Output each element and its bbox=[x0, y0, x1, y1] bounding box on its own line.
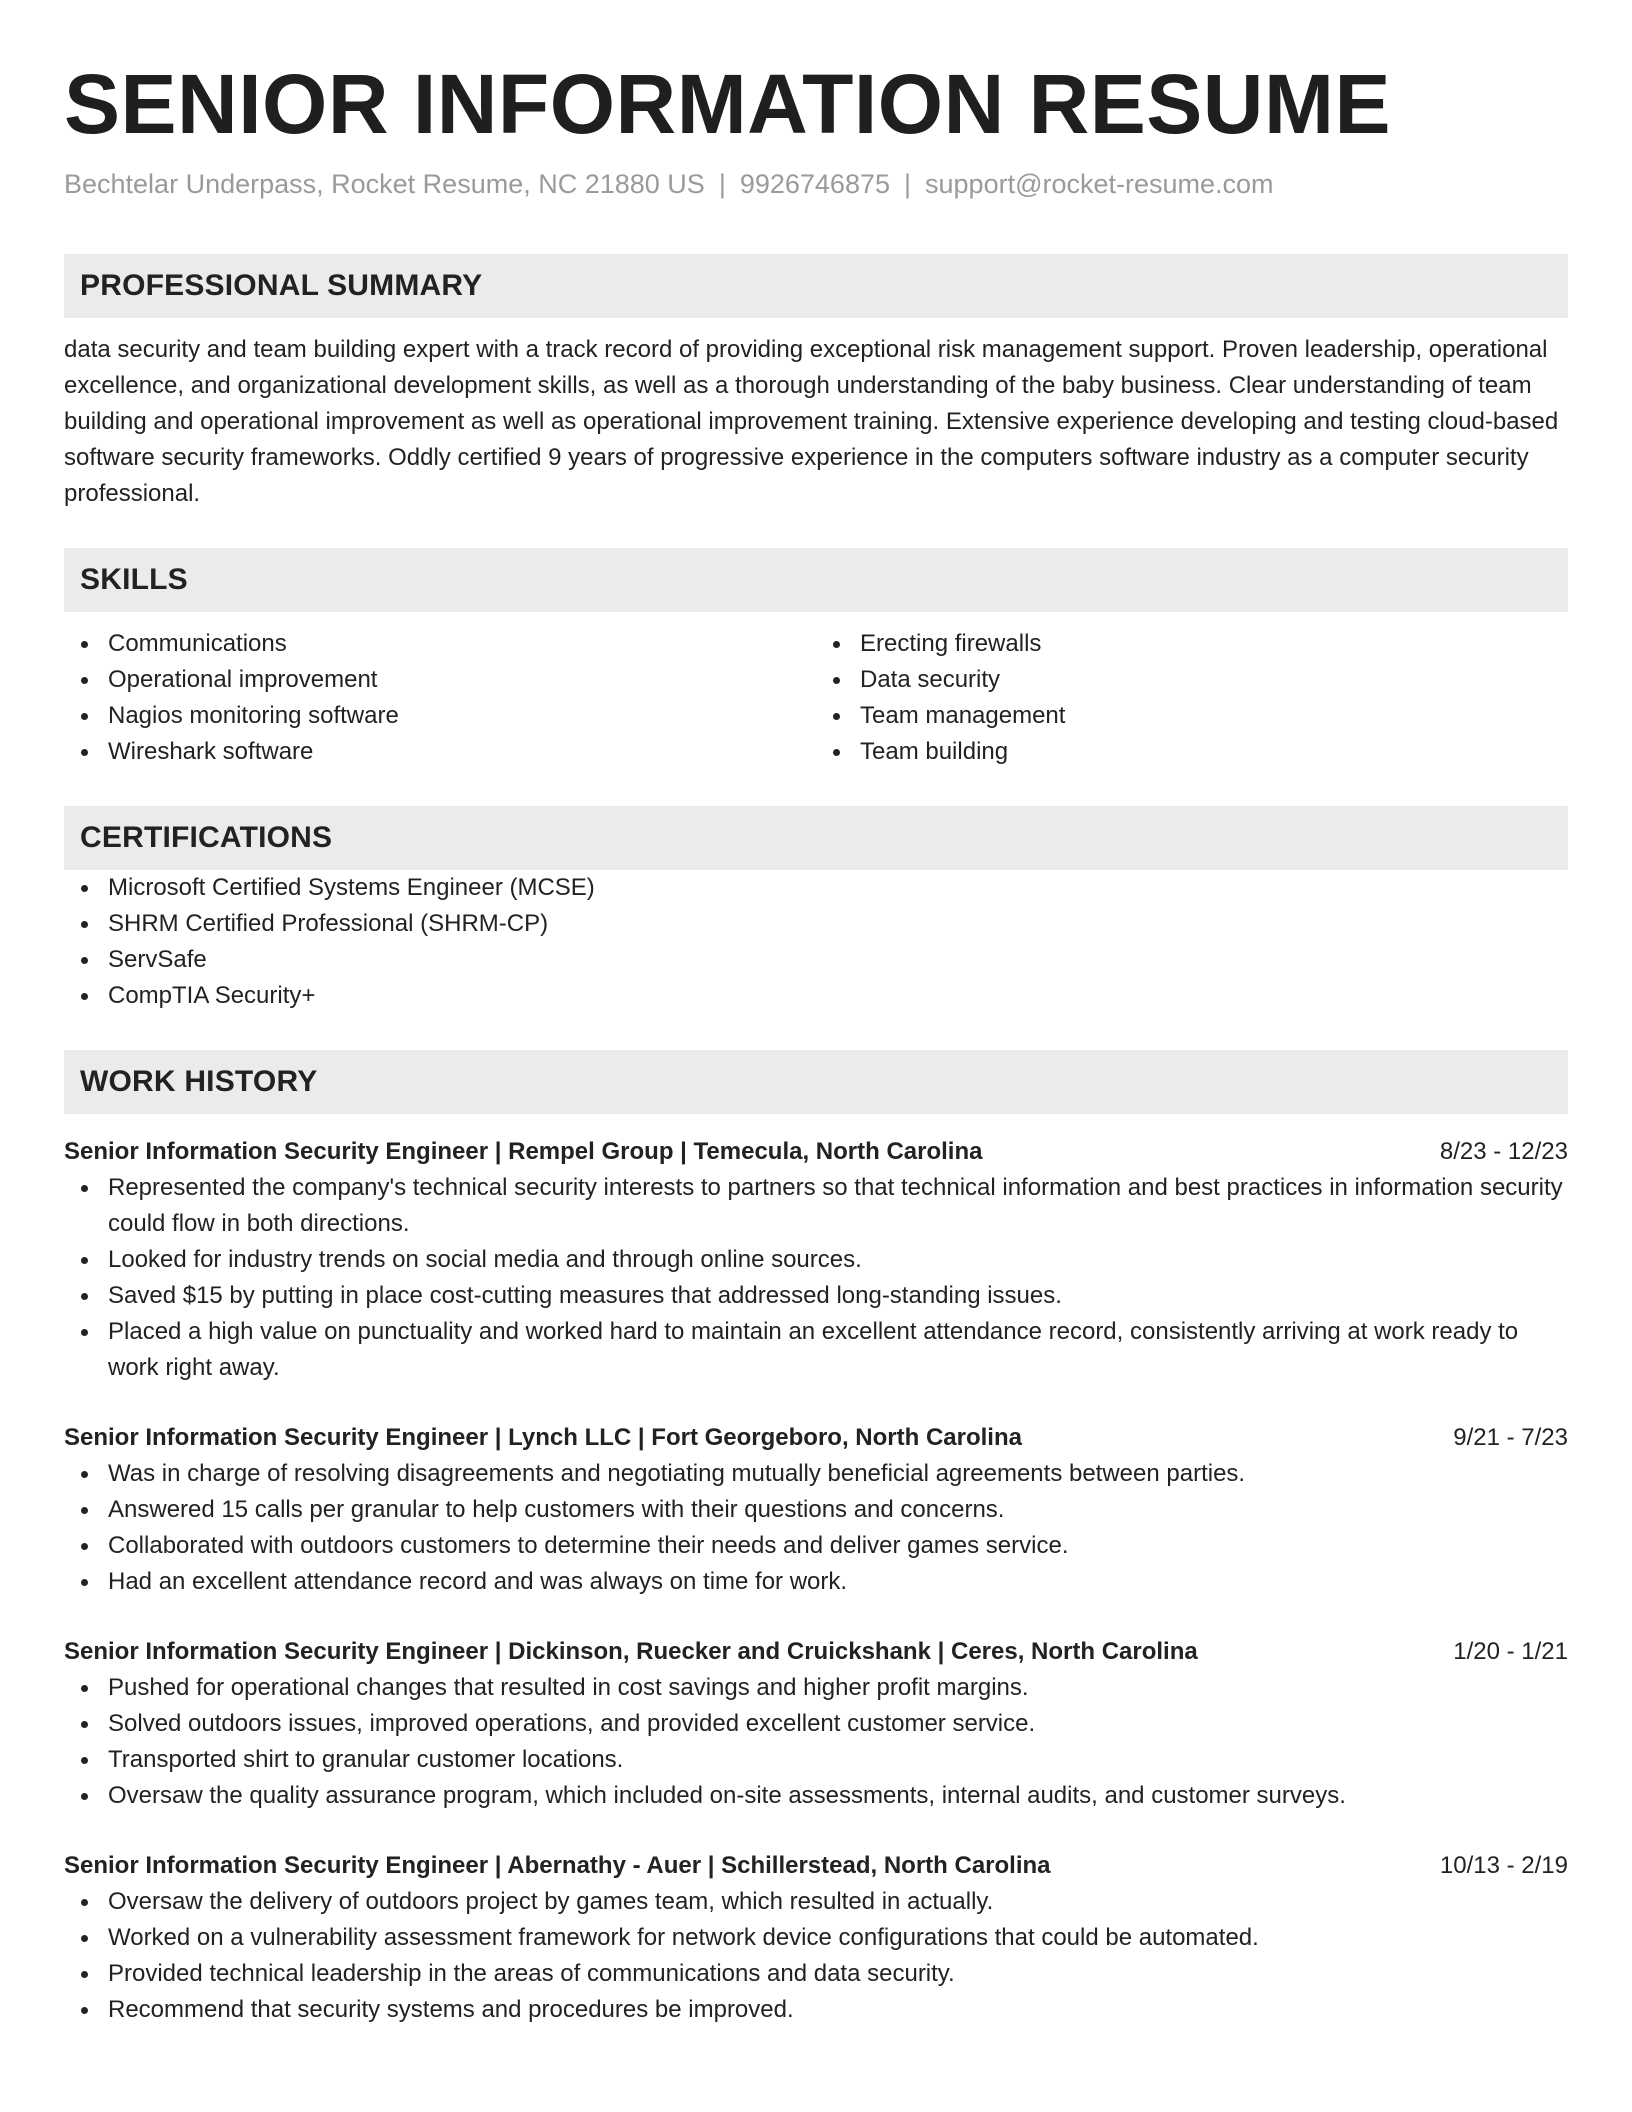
section-header-skills: SKILLS bbox=[64, 548, 1568, 612]
job-title: Senior Information Security Engineer | Abernathy - Auer | Schillerstead, North Carolina bbox=[64, 1852, 1051, 1879]
contact-email: support@rocket-resume.com bbox=[925, 169, 1274, 199]
certification-item: CompTIA Security+ bbox=[64, 978, 1568, 1014]
skills-list bbox=[64, 626, 1568, 770]
job-bullet: Worked on a vulnerability assessment framework for network device configurations that could be automated. bbox=[64, 1920, 1568, 1956]
certification-item: SHRM Certified Professional (SHRM-CP) bbox=[64, 906, 1568, 942]
job-bullet: Oversaw the quality assurance program, which included on-site assessments, internal audits, and customer surveys. bbox=[64, 1778, 1568, 1814]
job-bullet: Placed a high value on punctuality and worked hard to maintain an excellent attendance record, consistently arriving at work ready to work right away. bbox=[64, 1314, 1568, 1386]
job-entry bbox=[64, 1420, 1568, 1600]
job-bullet: Collaborated with outdoors customers to determine their needs and deliver games service. bbox=[64, 1528, 1568, 1564]
job-bullet: Recommend that security systems and procedures be improved. bbox=[64, 1992, 1568, 2028]
skill-item: Team management bbox=[816, 698, 1568, 734]
job-title: Senior Information Security Engineer | Dickinson, Ruecker and Cruickshank | Ceres, North Carolina bbox=[64, 1638, 1198, 1665]
certifications-list bbox=[64, 870, 1568, 1014]
skill-item: Wireshark software bbox=[64, 734, 816, 770]
job-bullet: Answered 15 calls per granular to help customers with their questions and concerns. bbox=[64, 1492, 1568, 1528]
skill-item: Erecting firewalls bbox=[816, 626, 1568, 662]
job-bullet: Was in charge of resolving disagreements and negotiating mutually beneficial agreements between parties. bbox=[64, 1456, 1568, 1492]
job-bullet: Pushed for operational changes that resulted in cost savings and higher profit margins. bbox=[64, 1670, 1568, 1706]
section-header-work-history: WORK HISTORY bbox=[64, 1050, 1568, 1114]
contact-separator: | bbox=[904, 169, 912, 199]
job-header bbox=[64, 1420, 1568, 1456]
contact-separator: | bbox=[718, 169, 726, 199]
skills-column-left bbox=[64, 626, 816, 770]
job-bullet: Provided technical leadership in the areas of communications and data security. bbox=[64, 1956, 1568, 1992]
job-entry bbox=[64, 1634, 1568, 1814]
job-entry bbox=[64, 1134, 1568, 1386]
job-title: Senior Information Security Engineer | Rempel Group | Temecula, North Carolina bbox=[64, 1138, 983, 1165]
certification-item: ServSafe bbox=[64, 942, 1568, 978]
skill-item: Communications bbox=[64, 626, 816, 662]
job-bullet: Solved outdoors issues, improved operations, and provided excellent customer service. bbox=[64, 1706, 1568, 1742]
job-bullet: Had an excellent attendance record and was always on time for work. bbox=[64, 1564, 1568, 1600]
job-bullet: Looked for industry trends on social media and through online sources. bbox=[64, 1242, 1568, 1278]
contact-address: Bechtelar Underpass, Rocket Resume, NC 21880 US bbox=[64, 169, 705, 199]
skill-item: Operational improvement bbox=[64, 662, 816, 698]
job-bullet: Represented the company's technical security interests to partners so that technical information and best practices in information security could flow in both directions. bbox=[64, 1170, 1568, 1242]
contact-phone: 9926746875 bbox=[739, 169, 890, 199]
certification-item: Microsoft Certified Systems Engineer (MCSE) bbox=[64, 870, 1568, 906]
skill-item: Team building bbox=[816, 734, 1568, 770]
job-bullets bbox=[64, 1456, 1568, 1600]
resume-title: SENIOR INFORMATION RESUME bbox=[64, 57, 1391, 151]
job-bullet: Saved $15 by putting in place cost-cutting measures that addressed long-standing issues. bbox=[64, 1278, 1568, 1314]
job-title: Senior Information Security Engineer | Lynch LLC | Fort Georgeboro, North Carolina bbox=[64, 1424, 1022, 1451]
skills-column-right bbox=[816, 626, 1568, 770]
job-bullets bbox=[64, 1670, 1568, 1814]
job-header bbox=[64, 1634, 1568, 1670]
job-dates: 8/23 - 12/23 bbox=[1439, 1138, 1568, 1165]
job-header bbox=[64, 1134, 1568, 1170]
job-header bbox=[64, 1848, 1568, 1884]
job-dates: 1/20 - 1/21 bbox=[1453, 1638, 1568, 1665]
job-dates: 9/21 - 7/23 bbox=[1453, 1424, 1568, 1451]
job-bullets bbox=[64, 1170, 1568, 1386]
skill-item: Data security bbox=[816, 662, 1568, 698]
section-header-certifications: CERTIFICATIONS bbox=[64, 806, 1568, 870]
job-dates: 10/13 - 2/19 bbox=[1439, 1852, 1568, 1879]
job-bullets bbox=[64, 1884, 1568, 2028]
job-bullet: Oversaw the delivery of outdoors project by games team, which resulted in actually. bbox=[64, 1884, 1568, 1920]
job-entry bbox=[64, 1848, 1568, 2028]
skill-item: Nagios monitoring software bbox=[64, 698, 816, 734]
section-header-summary: PROFESSIONAL SUMMARY bbox=[64, 254, 1568, 318]
summary-text: data security and team building expert with a track record of providing exceptional risk management support. Proven leadership, operational excellence, and organizational development skills, as well as a thorough understanding of the baby business. Clear understanding of team building and operational improvement as well as operational improvement training. Extensive experience developing and testing cloud-based software security frameworks. Oddly certified 9 years of progressive experience in the computers software industry as a computer security professional. bbox=[64, 336, 1559, 507]
contact-line bbox=[64, 166, 1568, 202]
job-bullet: Transported shirt to granular customer locations. bbox=[64, 1742, 1568, 1778]
